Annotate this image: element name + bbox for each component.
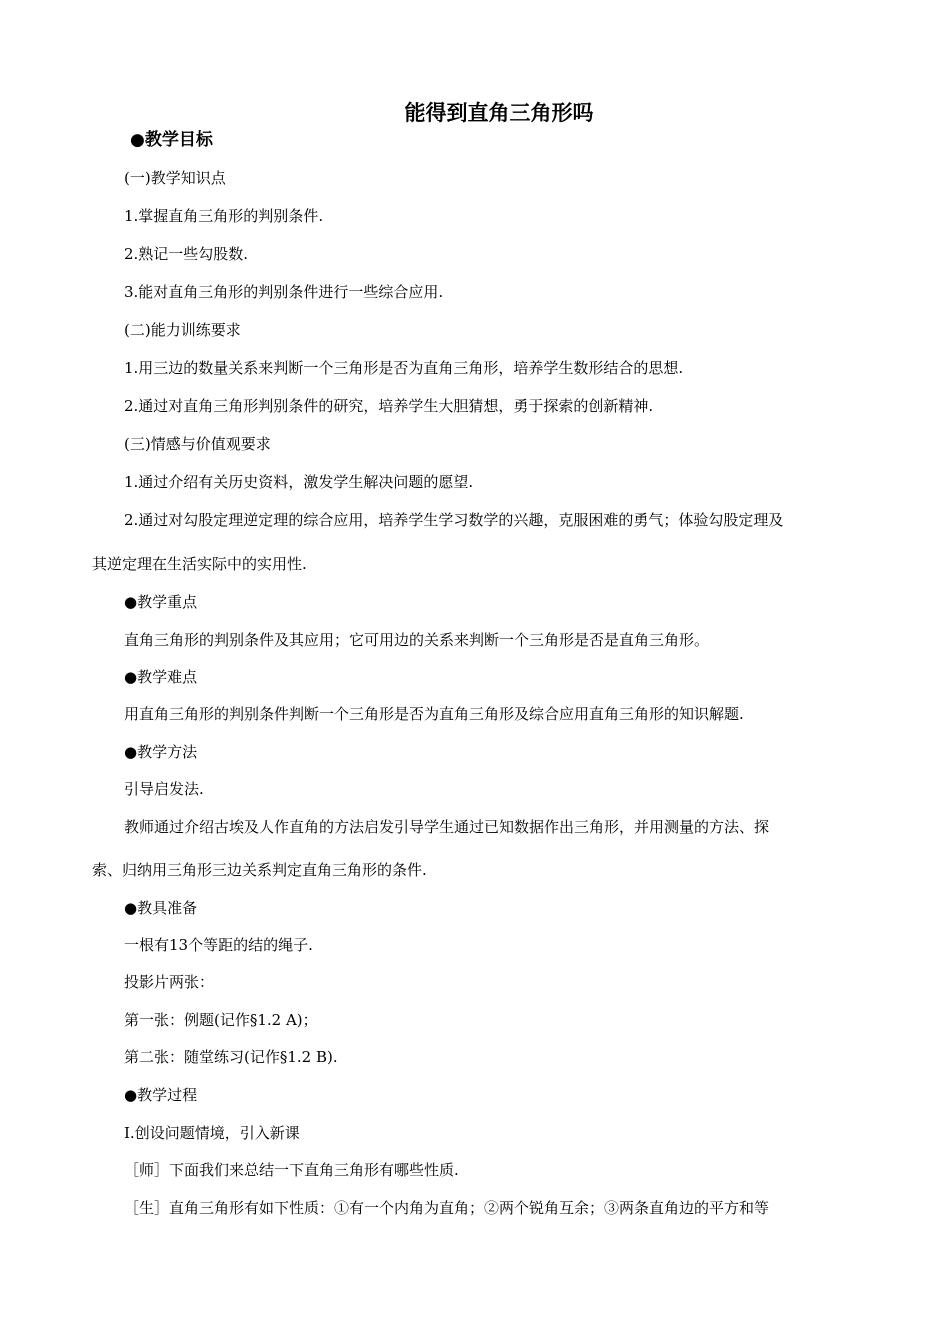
section-heading-key-points: ●教学重点 [124, 593, 198, 611]
section-heading-objectives: ●教学目标 [130, 130, 213, 150]
paragraph: 1.用三边的数量关系来判断一个三角形是否为直角三角形，培养学生数形结合的思想. [124, 359, 684, 377]
paragraph: Ⅰ.创设问题情境，引入新课 [124, 1124, 300, 1142]
paragraph: 1.通过介绍有关历史资料，激发学生解决问题的愿望. [124, 473, 474, 491]
paragraph: (三)情感与价值观要求 [124, 435, 271, 453]
paragraph: ［生］直角三角形有如下性质：①有一个内角为直角；②两个锐角互余；③两条直角边的平方和等 [124, 1199, 770, 1217]
section-heading-materials: ●教具准备 [124, 899, 198, 917]
paragraph: 直角三角形的判别条件及其应用；它可用边的关系来判断一个三角形是否是直角三角形。 [124, 631, 710, 649]
paragraph: 2.通过对直角三角形判别条件的研究，培养学生大胆猜想，勇于探索的创新精神. [124, 397, 654, 415]
paragraph: 用直角三角形的判别条件判断一个三角形是否为直角三角形及综合应用直角三角形的知识解题. [124, 705, 744, 723]
paragraph: ［师］下面我们来总结一下直角三角形有哪些性质. [124, 1161, 459, 1179]
paragraph: (二)能力训练要求 [124, 321, 241, 339]
paragraph: 2.通过对勾股定理逆定理的综合应用，培养学生学习数学的兴趣，克服困难的勇气；体验勾股定理及 [124, 511, 784, 529]
section-heading-methods: ●教学方法 [124, 743, 198, 761]
paragraph: 引导启发法. [124, 780, 204, 798]
paragraph: 第一张：例题(记作§1.2 A)； [124, 1011, 318, 1029]
section-heading-difficulties: ●教学难点 [124, 668, 198, 686]
paragraph: 3.能对直角三角形的判别条件进行一些综合应用. [124, 283, 444, 301]
section-heading-process: ●教学过程 [124, 1086, 198, 1104]
document-title: 能得到直角三角形吗 [404, 101, 594, 125]
paragraph: 投影片两张： [124, 973, 215, 991]
paragraph: 1.掌握直角三角形的判别条件. [124, 207, 324, 225]
paragraph-continuation: 索、归纳用三角形三边关系判定直角三角形的条件. [92, 861, 427, 879]
paragraph: 教师通过介绍古埃及人作直角的方法启发引导学生通过已知数据作出三角形，并用测量的方法、探 [124, 818, 770, 836]
paragraph: (一)教学知识点 [124, 169, 226, 187]
paragraph-continuation: 其逆定理在生活实际中的实用性. [92, 555, 307, 573]
paragraph: 2.熟记一些勾股数. [124, 245, 249, 263]
paragraph: 一根有13个等距的结的绳子. [124, 936, 313, 954]
paragraph: 第二张：随堂练习(记作§1.2 B). [124, 1048, 338, 1066]
